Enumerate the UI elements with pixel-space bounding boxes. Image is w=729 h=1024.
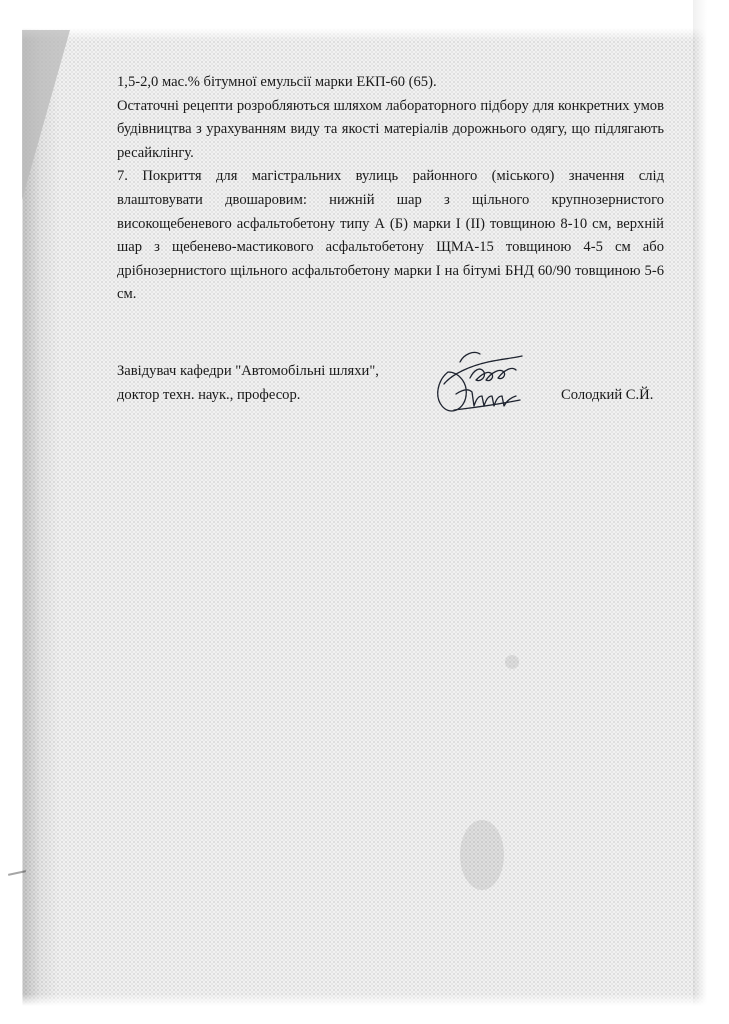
signature-block [117, 360, 677, 407]
paragraph-pavement: 7. Покриття для магістральних вулиць районного (міського) значення слід влаштовувати двошаровим: нижній шар з щільного крупнозернистого високощебеневого асфальтобетону типу А (Б) марки І (ІІ) товщиною 8-10 см, верхній шар з щебенево-мастикового асфальтобетону ЩМА-15 товщиною 4-5 см або дрібнозернистого щільного асфальтобетону марки І на бітумі БНД 60/90 товщиною 5-6 см. [117, 168, 664, 303]
paragraph-emulsion: 1,5-2,0 мас.% бітумної емульсії марки ЕКП-60 (65). [117, 74, 437, 90]
scan-smudge [505, 655, 519, 669]
paragraph-recipes: Остаточні рецепти розробляються шляхом лабораторного підбору для конкретних умов будівництва з урахуванням виду та якості матеріалів дорожнього одягу, що підлягають ресайклінгу. [117, 97, 664, 161]
scan-smudge [460, 820, 504, 890]
document-body [117, 71, 664, 307]
corner-fold-shadow [22, 30, 70, 200]
signatory-name: Солодкий С.Й. [561, 386, 654, 403]
signatory-degree: доктор техн. наук., професор. [117, 386, 301, 403]
signatory-position: Завідувач кафедри "Автомобільні шляхи", [117, 363, 379, 379]
handwritten-signature [430, 344, 530, 422]
scan-edge-bottom [0, 994, 729, 1024]
scan-edge-right [693, 0, 729, 1024]
scan-shadow-top [0, 0, 729, 40]
